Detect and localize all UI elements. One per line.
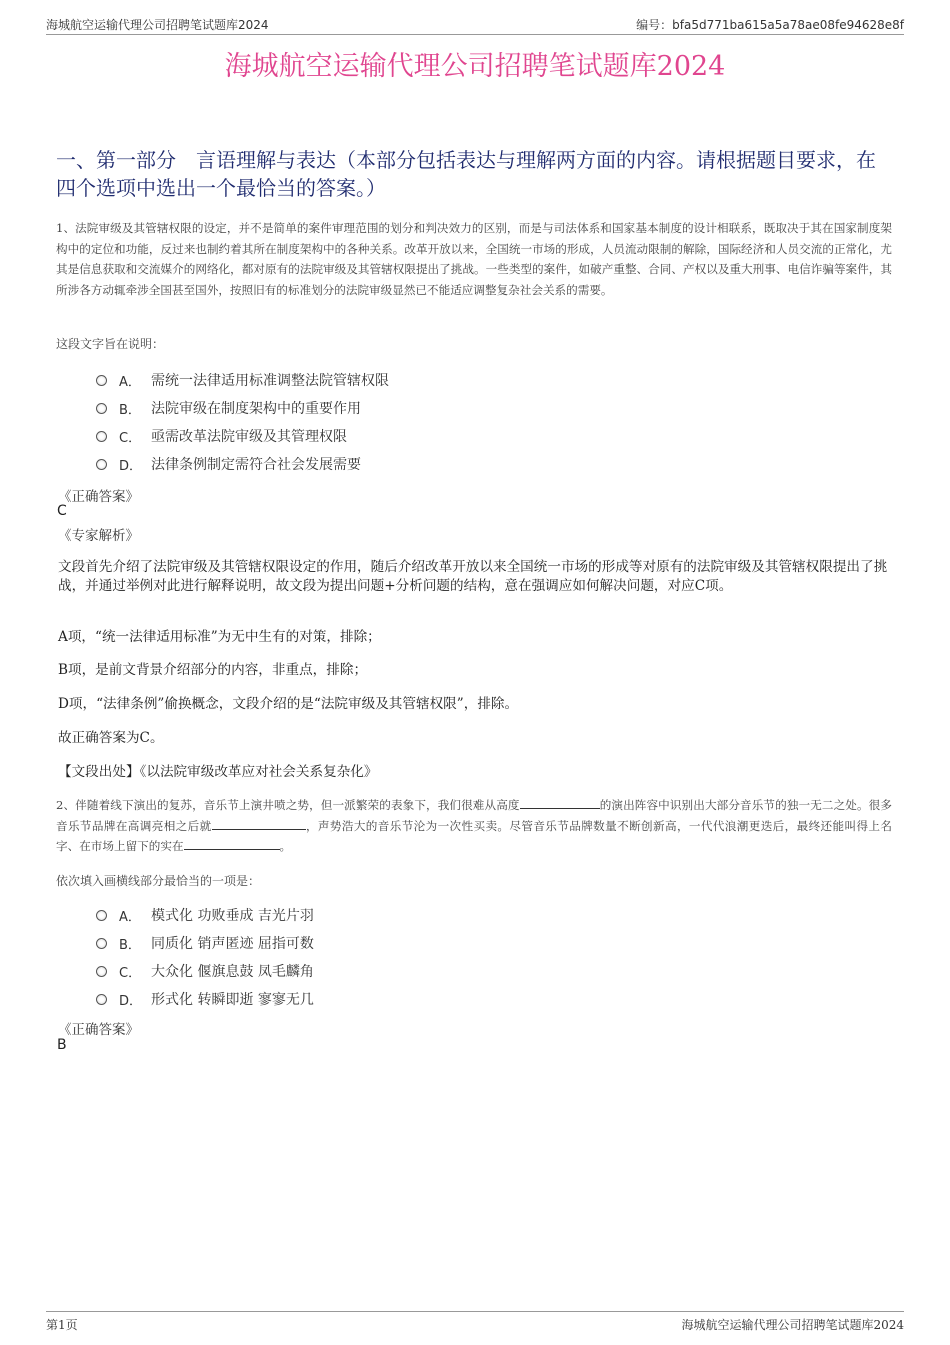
page-footer bbox=[46, 1311, 904, 1332]
q2-options bbox=[96, 901, 314, 1013]
q1-conclusion: 故正确答案为C。 bbox=[58, 730, 164, 746]
page-title: 海城航空运输代理公司招聘笔试题库2024 bbox=[224, 51, 726, 82]
radio-button[interactable] bbox=[96, 910, 107, 921]
header-doc-id: 编号：bfa5d771ba615a5a78ae08fe94628e8f bbox=[636, 18, 904, 32]
radio-button[interactable] bbox=[96, 938, 107, 949]
blank-2 bbox=[212, 817, 306, 830]
q1-note-b: B项，是前文背景介绍部分的内容，非重点，排除； bbox=[58, 662, 368, 678]
q2-answer: B bbox=[57, 1037, 67, 1053]
q1-analysis: 文段首先介绍了法院审级及其管辖权限设定的作用，随后介绍改革开放以来全国统一市场的形成等对原有的法院审级及其管辖权限提出了挑战，并通过举例对此进行解释说明，故文段为提出问题+分析问题的结构，意在强调应如何解决问题，对应C项。 bbox=[58, 559, 888, 594]
q2-option-c[interactable]: C． 大众化 偃旗息鼓 凤毛麟角 bbox=[96, 957, 314, 985]
q1-note-d: D项，“法律条例”偷换概念，文段介绍的是“法院审级及其管辖权限”，排除。 bbox=[58, 696, 519, 712]
radio-button[interactable] bbox=[96, 375, 107, 386]
radio-button[interactable] bbox=[96, 431, 107, 442]
q2-option-b[interactable]: B． 同质化 销声匿迹 屈指可数 bbox=[96, 929, 314, 957]
q1-stem: 1、法院审级及其管辖权限的设定，并不是简单的案件审理范围的划分和判决效力的区别，而是与司法体系和国家基本制度的设计相联系，既取决于其在国家制度架构中的定位和功能，反过来也制约着其所在制度架构中的各种关系。改革开放以来，全国统一市场的形成，人员流动限制的解除，国际经济和人员交流的正常化，尤其是信息获取和交流媒介的网络化，都对原有的法院审级及其管辖权限提出了挑战。一些类型的案件，如破产重整、合同、产权以及重大刑事、电信诈骗等案件，其所涉各方动辄牵涉全国甚至国外，按照旧有的标准划分的法院审级显然已不能适应调整复杂社会关系的需要。 bbox=[56, 221, 892, 297]
page-header bbox=[46, 12, 904, 35]
blank-3 bbox=[184, 837, 280, 850]
section-heading: 一、第一部分 言语理解与表达（本部分包括表达与理解两方面的内容。请根据题目要求，在四个选项中选出一个最恰当的答案。） bbox=[56, 148, 876, 200]
q1-source: 【文段出处】《以法院审级改革应对社会关系复杂化》 bbox=[58, 764, 378, 780]
footer-page-number: 第1页 bbox=[46, 1318, 78, 1332]
q2-answer-label: 《正确答案》 bbox=[58, 1022, 139, 1038]
q1-option-a[interactable]: A． 需统一法律适用标准调整法院管辖权限 bbox=[96, 366, 389, 394]
q2-prompt: 依次填入画横线部分最恰当的一项是： bbox=[56, 874, 261, 888]
header-doc-title: 海城航空运输代理公司招聘笔试题库2024 bbox=[46, 18, 269, 32]
q1-option-c[interactable]: C． 亟需改革法院审级及其管理权限 bbox=[96, 422, 389, 450]
q1-options bbox=[96, 366, 389, 478]
q1-analysis-label: 《专家解析》 bbox=[58, 528, 139, 544]
q2-option-a[interactable]: A． 模式化 功败垂成 吉光片羽 bbox=[96, 901, 314, 929]
q2-stem: 2、伴随着线下演出的复苏，音乐节上演井喷之势，但一派繁荣的表象下，我们很难从高度 的演出阵容中识别出大部分音乐节的独一无二之处。很多音乐节品牌在高调亮相之后就 ，声势浩大的音乐节沦为一次性买卖。尽管音乐节品牌数量不断创新高，一代代浪潮更迭后，最终还能叫得上名字、在市场上留下的实在 。 bbox=[56, 798, 892, 853]
footer-doc-title: 海城航空运输代理公司招聘笔试题库2024 bbox=[681, 1318, 904, 1332]
radio-button[interactable] bbox=[96, 459, 107, 470]
q1-answer-label: 《正确答案》 bbox=[58, 489, 139, 505]
q1-answer: C bbox=[57, 503, 67, 519]
q2-option-d[interactable]: D． 形式化 转瞬即逝 寥寥无几 bbox=[96, 985, 314, 1013]
radio-button[interactable] bbox=[96, 403, 107, 414]
q1-option-b[interactable]: B． 法院审级在制度架构中的重要作用 bbox=[96, 394, 389, 422]
q1-option-d[interactable]: D． 法律条例制定需符合社会发展需要 bbox=[96, 450, 389, 478]
blank-1 bbox=[520, 796, 600, 809]
q1-prompt: 这段文字旨在说明： bbox=[56, 337, 165, 351]
q1-note-a: A项，“统一法律适用标准”为无中生有的对策，排除； bbox=[58, 629, 381, 645]
radio-button[interactable] bbox=[96, 966, 107, 977]
radio-button[interactable] bbox=[96, 994, 107, 1005]
